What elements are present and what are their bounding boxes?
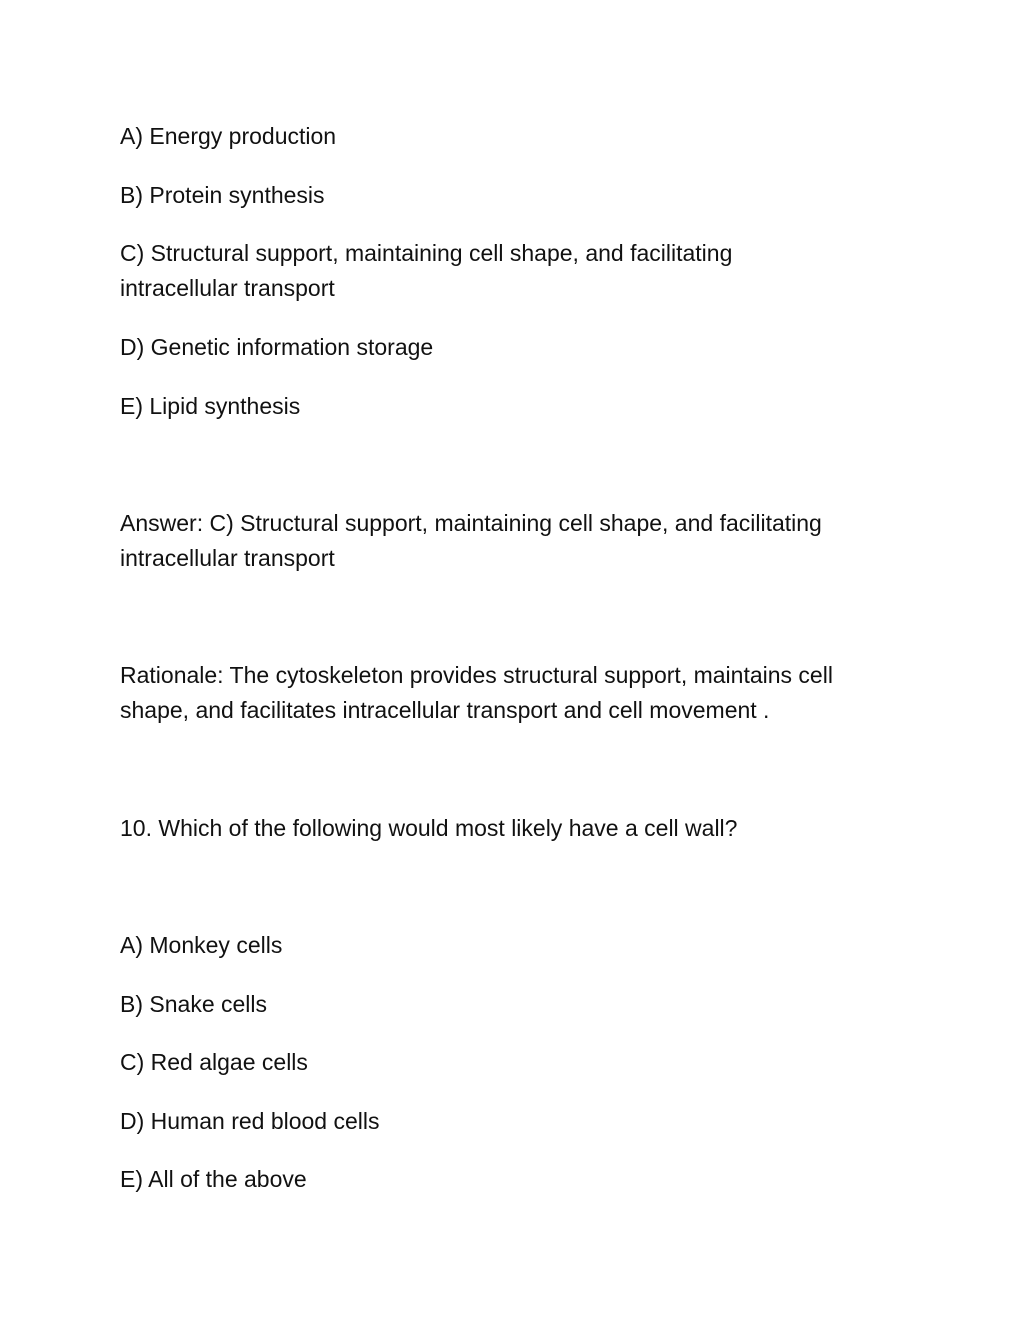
q10-option-a: A) Monkey cells bbox=[120, 932, 283, 958]
q9-option-a: A) Energy production bbox=[120, 123, 337, 149]
q9-rationale: Rationale: The cytoskeleton provides structural support, maintains cell shape, and facilitates intracellular transport and cell movement . bbox=[120, 662, 833, 723]
q10-option-c: C) Red algae cells bbox=[120, 1049, 308, 1075]
q10-option-d: D) Human red blood cells bbox=[120, 1108, 380, 1134]
q9-option-c: C) Structural support, maintaining cell shape, and facilitating intracellular transport bbox=[120, 240, 733, 301]
q9-option-e: E) Lipid synthesis bbox=[120, 393, 301, 419]
q9-option-d: D) Genetic information storage bbox=[120, 334, 434, 360]
q10-prompt: 10. Which of the following would most likely have a cell wall? bbox=[120, 815, 738, 841]
q10-option-b: B) Snake cells bbox=[120, 991, 268, 1017]
q10-option-e: E) All of the above bbox=[120, 1166, 307, 1192]
q9-answer: Answer: C) Structural support, maintaining cell shape, and facilitating intracellular transport bbox=[120, 510, 822, 571]
q9-option-b: B) Protein synthesis bbox=[120, 182, 325, 208]
